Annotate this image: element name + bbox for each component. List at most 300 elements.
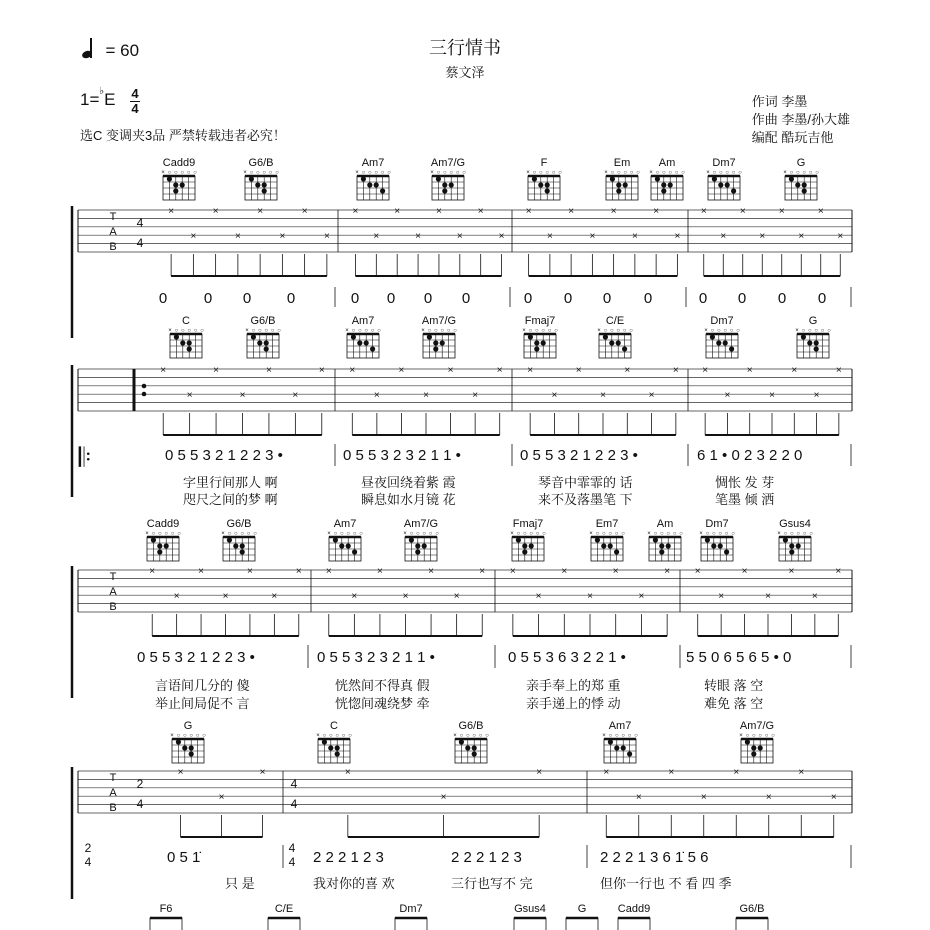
chord-dot: [723, 340, 728, 345]
tab-note: ×: [213, 365, 219, 376]
chord-dot: [189, 751, 194, 756]
open-string-mark: ×: [453, 733, 457, 739]
tab-note: ×: [525, 206, 532, 217]
tab-note: ×: [447, 365, 454, 376]
chord-dot: [333, 537, 338, 542]
open-string-mark: ○: [616, 328, 621, 334]
jianpu-time-bottom: 4: [84, 855, 92, 869]
chord-name: G: [183, 720, 193, 732]
chord-dot: [668, 182, 673, 187]
open-string-mark: ○: [542, 531, 546, 537]
jianpu-note: 0: [737, 290, 747, 307]
open-string-mark: ○: [610, 170, 615, 176]
tab-clef-b: B: [109, 802, 117, 814]
chord-dot: [433, 346, 438, 351]
open-string-mark: ○: [341, 733, 346, 739]
chord-diagram: [163, 176, 195, 200]
open-string-mark: ○: [764, 733, 769, 739]
tab-note: ×: [778, 206, 785, 217]
chord-dot: [361, 176, 366, 181]
chord-name: Gsus4: [779, 518, 811, 530]
tab-note: ×: [218, 792, 225, 804]
tab-time-top: 4: [290, 777, 298, 791]
open-string-mark: ○: [668, 170, 673, 176]
open-string-mark: ○: [528, 328, 533, 334]
open-string-mark: ○: [374, 170, 379, 176]
tab-note: ×: [323, 231, 330, 243]
tab-clef-a: A: [109, 226, 117, 238]
chord-dot: [614, 745, 619, 750]
chord-dot: [251, 334, 256, 339]
jianpu-note: 0: [158, 290, 168, 307]
open-string-mark: ○: [361, 170, 366, 176]
chord-name: Dm7: [399, 903, 423, 915]
tab-note: ×: [428, 566, 434, 577]
open-string-mark: ○: [249, 170, 254, 176]
chord-dot: [601, 543, 606, 548]
tab-note: ×: [653, 206, 660, 217]
tab-note: ×: [624, 365, 631, 376]
open-string-mark: ○: [724, 531, 729, 537]
chord-dot: [180, 182, 185, 187]
open-string-mark: ○: [636, 170, 640, 176]
chord-dot: [789, 549, 794, 554]
tab-note: ×: [479, 566, 486, 577]
chord-dot: [610, 176, 615, 181]
jianpu-note: 0: [350, 290, 360, 307]
chord-name: G6/B: [739, 903, 765, 915]
open-string-mark: ○: [227, 531, 232, 537]
open-string-mark: ○: [251, 328, 256, 334]
tab-note: ×: [234, 231, 241, 243]
open-string-mark: ○: [328, 733, 333, 739]
tab-note: ×: [498, 231, 505, 243]
open-string-mark: ○: [529, 531, 534, 537]
tab-note: ×: [759, 231, 766, 243]
chord-dot: [440, 340, 445, 345]
chord-dot: [659, 543, 664, 548]
lyric-line-1: 亲手奉上的郑 重: [526, 678, 621, 693]
song-title: 三行情书: [429, 38, 501, 58]
open-string-mark: ○: [348, 733, 352, 739]
chord-dot: [711, 543, 716, 548]
chord-dot: [545, 182, 550, 187]
open-string-mark: ×: [589, 531, 593, 537]
chord-name: Em7: [595, 518, 619, 530]
jianpu-note: 0: [817, 290, 827, 307]
lyric-line-2: 笔墨 倾 洒: [715, 492, 775, 507]
tab-note: ×: [739, 206, 746, 217]
tab-note: ×: [527, 365, 534, 376]
chord-diagram: [357, 176, 389, 200]
open-string-mark: ○: [595, 531, 600, 537]
chord-dot: [718, 182, 723, 187]
open-string-mark: ○: [608, 531, 613, 537]
tab-note: ×: [160, 365, 167, 376]
chord-dot: [718, 543, 723, 548]
open-string-mark: ○: [601, 531, 606, 537]
open-string-mark: ○: [187, 328, 192, 334]
open-string-mark: ×: [421, 328, 425, 334]
open-string-mark: ○: [427, 328, 432, 334]
chord-name: C: [330, 720, 338, 732]
open-string-mark: ○: [346, 531, 351, 537]
lyric-line-2: 瞬息如水月镜 花: [361, 492, 456, 507]
chord-diagram: [797, 334, 829, 358]
chord-dot: [173, 182, 178, 187]
tab-note: ×: [168, 206, 175, 217]
open-string-mark: ○: [807, 328, 812, 334]
open-string-mark: ×: [699, 531, 703, 537]
open-string-mark: ○: [478, 733, 483, 739]
open-string-mark: ○: [322, 733, 327, 739]
open-string-mark: ×: [649, 170, 653, 176]
chord-diagram: [591, 537, 623, 561]
open-string-mark: ○: [659, 531, 664, 537]
chord-dot: [522, 549, 527, 554]
chord-diagram: [524, 334, 556, 358]
open-string-mark: ×: [327, 531, 331, 537]
tab-note: ×: [173, 591, 180, 603]
tab-note: ×: [352, 206, 359, 217]
chord-dot: [622, 346, 627, 351]
open-string-mark: ○: [538, 170, 543, 176]
chord-dot: [351, 334, 356, 339]
open-string-mark: ○: [653, 531, 658, 537]
open-string-mark: ○: [364, 328, 369, 334]
open-string-mark: ○: [277, 328, 281, 334]
open-string-mark: ○: [387, 170, 391, 176]
open-string-mark: ○: [182, 733, 187, 739]
open-string-mark: ○: [189, 733, 194, 739]
open-string-mark: ○: [808, 170, 813, 176]
chord-dot: [442, 182, 447, 187]
jianpu-measure: 5 5 0 6 5 6 5 • 0: [686, 649, 792, 666]
chord-dot: [710, 334, 715, 339]
open-string-mark: ○: [157, 531, 162, 537]
open-string-mark: ○: [621, 531, 625, 537]
lyric-line-1: 但你一行也 不 看 四 季: [600, 876, 732, 891]
jianpu-measure: 0 5 5 3 2 1 2 2 3 •: [520, 447, 638, 464]
chord-name: Am7: [608, 720, 632, 732]
chord-dot: [335, 745, 340, 750]
open-string-mark: ×: [170, 733, 174, 739]
tab-note: ×: [440, 792, 447, 804]
lyric-line-1: 三行也写不 完: [451, 876, 533, 891]
lyric-line-1: 字里行间那人 啊: [183, 475, 278, 490]
open-string-mark: ○: [449, 170, 454, 176]
lyric-line-2: 举止间局促不 言: [155, 696, 250, 711]
open-string-mark: ×: [739, 733, 743, 739]
chord-diagram: [649, 537, 681, 561]
chord-dot: [534, 340, 539, 345]
chord-dot: [789, 543, 794, 548]
chord-dot: [433, 340, 438, 345]
chord-dot: [465, 745, 470, 750]
jianpu-note: 0: [563, 290, 573, 307]
chord-dot: [442, 188, 447, 193]
tab-note: ×: [546, 231, 553, 243]
jianpu-measure: 2 2 2 1 3 6 1̇ 5 6: [600, 849, 709, 866]
tab-clef-a: A: [109, 787, 117, 799]
tab-note: ×: [835, 365, 842, 376]
chord-name: Em: [613, 157, 631, 169]
chord-diagram: [423, 334, 455, 358]
open-string-mark: ×: [602, 733, 606, 739]
open-string-mark: ○: [711, 531, 716, 537]
tab-note: ×: [271, 591, 278, 603]
jianpu-note: 0: [423, 290, 433, 307]
chord-diagram: [706, 334, 738, 358]
open-string-mark: ○: [357, 328, 362, 334]
tempo-value: = 60: [105, 41, 140, 60]
open-string-mark: ○: [655, 170, 660, 176]
open-string-mark: ○: [268, 170, 273, 176]
jianpu-measure: 2 2 2 1 2 3: [313, 849, 384, 866]
open-string-mark: ×: [597, 328, 601, 334]
chord-grid: [514, 918, 546, 930]
chord-dot: [164, 543, 169, 548]
tab-note: ×: [769, 390, 775, 402]
open-string-mark: ○: [614, 733, 619, 739]
chord-dot: [751, 745, 756, 750]
open-string-mark: ○: [174, 328, 179, 334]
tab-note: ×: [648, 390, 655, 402]
tab-note: ×: [791, 365, 798, 376]
chord-dot: [659, 549, 664, 554]
jianpu-measure: 2 2 2 1 2 3: [451, 849, 522, 866]
chord-dot: [545, 188, 550, 193]
chord-dot: [661, 182, 666, 187]
chord-dot: [609, 340, 614, 345]
open-string-mark: ○: [377, 328, 381, 334]
chord-grid: [618, 918, 650, 930]
tab-note: ×: [610, 206, 617, 217]
open-string-mark: ○: [177, 531, 181, 537]
chord-dot: [729, 346, 734, 351]
open-string-mark: ×: [647, 531, 651, 537]
tab-note: ×: [301, 206, 308, 217]
chord-dot: [616, 340, 621, 345]
tab-note: ×: [830, 792, 837, 804]
open-string-mark: ○: [608, 733, 613, 739]
open-string-mark: ○: [710, 328, 715, 334]
chord-dot: [346, 543, 351, 548]
open-string-mark: ○: [820, 328, 825, 334]
chord-dot: [328, 745, 333, 750]
open-string-mark: ○: [180, 170, 185, 176]
chord-dot: [180, 340, 185, 345]
chord-dot: [712, 176, 717, 181]
chord-dot: [608, 739, 613, 744]
tab-note: ×: [720, 231, 727, 243]
chord-name: Am7: [333, 518, 357, 530]
chord-dot: [603, 334, 608, 339]
open-string-mark: ○: [442, 170, 447, 176]
chord-dot: [173, 188, 178, 193]
chord-dot: [415, 549, 420, 554]
chord-diagram: [708, 176, 740, 200]
tab-note: ×: [587, 591, 593, 603]
open-string-mark: ○: [370, 328, 375, 334]
chord-dot: [616, 182, 621, 187]
chord-diagram: [701, 537, 733, 561]
open-string-mark: ○: [532, 170, 537, 176]
open-string-mark: ○: [359, 531, 363, 537]
open-string-mark: ○: [745, 733, 750, 739]
chord-dot: [655, 176, 660, 181]
open-string-mark: ○: [712, 170, 717, 176]
chord-dot: [795, 182, 800, 187]
tab-note: ×: [477, 206, 484, 217]
tab-note: ×: [536, 767, 543, 778]
chord-dot: [151, 537, 156, 542]
open-string-mark: ○: [623, 170, 628, 176]
open-string-mark: ○: [629, 328, 633, 334]
tab-clef-t: T: [109, 772, 117, 784]
lyric-line-1: 惆怅 发 芽: [715, 475, 775, 490]
open-string-mark: ×: [522, 328, 526, 334]
tab-note: ×: [589, 231, 596, 243]
open-string-mark: ○: [462, 170, 466, 176]
open-string-mark: ×: [168, 328, 172, 334]
open-string-mark: ○: [729, 328, 734, 334]
tab-note: ×: [837, 231, 844, 243]
open-string-mark: ○: [455, 170, 460, 176]
chord-dot: [789, 176, 794, 181]
tab-note: ×: [394, 206, 401, 217]
chord-diagram: [528, 176, 560, 200]
open-string-mark: ○: [672, 531, 677, 537]
tab-note: ×: [702, 365, 709, 376]
tab-clef-t: T: [109, 211, 117, 223]
chord-dot: [264, 340, 269, 345]
tab-note: ×: [259, 767, 266, 778]
capo-note: 选C 变调夹3品 严禁转载违者必究！: [80, 128, 286, 143]
open-string-mark: ○: [718, 170, 723, 176]
chord-name: Dm7: [712, 157, 736, 169]
open-string-mark: ○: [622, 328, 627, 334]
chord-name: G6/B: [458, 720, 484, 732]
chord-name: Am7/G: [421, 315, 457, 327]
open-string-mark: ○: [771, 733, 775, 739]
tab-time-top: 2: [136, 777, 144, 791]
tab-time-bottom: 4: [136, 236, 144, 250]
chord-grid: [566, 918, 598, 930]
chord-name: Am7/G: [403, 518, 439, 530]
jianpu-note: 0: [643, 290, 653, 307]
lyric-line-1: 昼夜回绕着紫 霞: [361, 475, 456, 490]
lyric-line-2: 难免 落 空: [704, 696, 764, 711]
chord-dot: [374, 182, 379, 187]
jianpu-time-top: 2: [84, 841, 92, 855]
time-bottom: 4: [131, 101, 139, 116]
open-string-mark: ×: [604, 170, 608, 176]
open-string-mark: ×: [316, 733, 320, 739]
tab-note: ×: [635, 792, 642, 804]
tab-note: ×: [266, 365, 272, 376]
tab-note: ×: [835, 566, 842, 577]
chord-name: Dm7: [705, 518, 729, 530]
open-string-mark: ○: [705, 531, 710, 537]
jianpu-note: 0: [203, 290, 213, 307]
tab-note: ×: [344, 767, 351, 778]
chord-diagram: [432, 176, 464, 200]
chord-dot: [449, 182, 454, 187]
open-string-mark: ×: [345, 328, 349, 334]
open-string-mark: ○: [796, 531, 801, 537]
chord-dot: [801, 334, 806, 339]
open-string-mark: ○: [335, 733, 340, 739]
lyric-line-2: 亲手递上的悸 动: [526, 696, 621, 711]
chord-dot: [814, 340, 819, 345]
open-string-mark: ×: [221, 531, 225, 537]
tab-note: ×: [535, 591, 542, 603]
chord-name: Dm7: [710, 315, 734, 327]
chord-dot: [595, 537, 600, 542]
tab-note: ×: [318, 365, 325, 376]
repeat-dot: [142, 384, 147, 389]
chord-name: Am: [658, 157, 676, 169]
open-string-mark: ○: [718, 531, 723, 537]
open-string-mark: ×: [243, 170, 247, 176]
chord-name: G6/B: [250, 315, 276, 327]
chord-dot: [367, 182, 372, 187]
tab-note: ×: [765, 591, 771, 603]
lyric-line-2: 来不及落墨笔 下: [538, 492, 633, 507]
chord-name: Cadd9: [617, 903, 651, 915]
tab-clef-t: T: [109, 571, 117, 583]
tab-note: ×: [700, 206, 707, 217]
chord-name: G: [808, 315, 818, 327]
chord-diagram: [405, 537, 437, 561]
chord-name: F6: [159, 903, 173, 915]
chord-grid: [268, 918, 300, 930]
open-string-mark: ○: [409, 531, 414, 537]
open-string-mark: ○: [679, 531, 683, 537]
open-string-mark: ○: [535, 531, 540, 537]
chord-dot: [725, 182, 730, 187]
tab-note: ×: [177, 767, 184, 778]
jianpu-note: 0: [286, 290, 296, 307]
chord-dot: [623, 182, 628, 187]
jianpu-note: 0: [242, 290, 252, 307]
open-string-mark: ○: [262, 170, 267, 176]
tab-note: ×: [612, 566, 619, 577]
open-string-mark: ○: [167, 170, 172, 176]
chord-dot: [802, 182, 807, 187]
open-string-mark: ○: [195, 733, 200, 739]
open-string-mark: ×: [510, 531, 514, 537]
tab-note: ×: [373, 390, 380, 402]
open-string-mark: ○: [545, 170, 550, 176]
tab-note: ×: [813, 390, 820, 402]
chord-dot: [522, 543, 527, 548]
open-string-mark: ○: [472, 733, 477, 739]
chord-name: C: [182, 315, 190, 327]
chord-dot: [364, 340, 369, 345]
open-string-mark: ○: [351, 328, 356, 334]
chord-name: Cadd9: [162, 157, 196, 169]
open-string-mark: ×: [795, 328, 799, 334]
tab-note: ×: [149, 566, 156, 577]
chord-name: G: [577, 903, 587, 915]
tab-note: ×: [377, 566, 383, 577]
open-string-mark: ○: [253, 531, 257, 537]
composer: 作曲 李墨/孙大雄: [751, 112, 850, 127]
chord-name: Fmaj7: [512, 518, 544, 530]
lyric-line-1: 我对你的喜 欢: [313, 876, 395, 891]
